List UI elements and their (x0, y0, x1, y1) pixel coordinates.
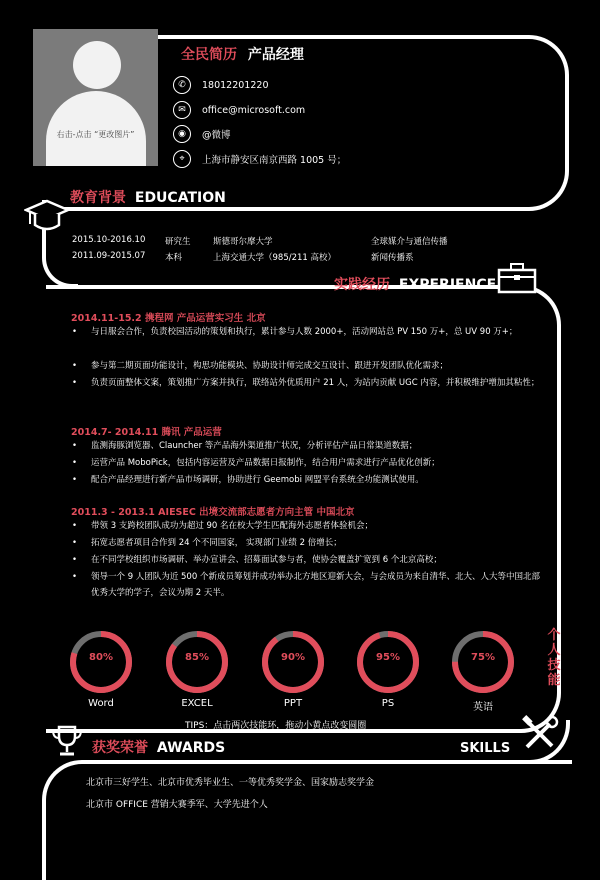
list-item: • 领导一个 9 人团队为近 500 个新成员筹划并成功举办北方地区迎新大会，与会成员为来自清华、北大、人大等中国北部优秀大学的学子，会议为期 2 天半。 (72, 572, 540, 598)
skill-label: EXCEL (181, 698, 213, 709)
list-item: • 拓宽志愿者项目合作到 24 个不同国家， 实现部门业绩 2 倍增长； (72, 538, 342, 548)
briefcase-icon (497, 262, 537, 294)
role-title: 产品经理 (247, 47, 304, 63)
skills-heading-cn: 个人技能 (547, 628, 561, 688)
education-row (72, 235, 448, 247)
awards-heading-en: AWARDS (156, 740, 226, 756)
avatar-head (73, 41, 121, 89)
skill-label: Word (88, 698, 114, 709)
contact-address (173, 149, 346, 169)
edu-school: 上海交通大学（985/211 高校） (213, 253, 337, 263)
list-item: • 负责页面整体文案，策划推广方案并执行，联络站外优质用户 21 人，为站内贡献 UGC 内容，并积极维护增加其粘性； (72, 378, 540, 388)
phone-text: 18012201220 (202, 79, 269, 91)
award-line: 北京市三好学生、北京市优秀毕业生、一等优秀奖学金、国家励志奖学金 (86, 778, 375, 788)
graduation-cap-icon (24, 198, 70, 236)
phone-icon: ✆ (173, 76, 191, 94)
skill-gauge[interactable] (356, 630, 420, 709)
skill-percent: 95% (376, 652, 400, 663)
edu-degree: 本科 (165, 253, 183, 263)
list-item: • 与日服会合作，负责校园活动的策划和执行，累计参与人数 2000+，活动网站总 PV 150 万+，总 UV 90 万+； (72, 327, 518, 337)
job-title: 2014.11-15.2 携程网 产品运营实习生 北京 (71, 313, 266, 324)
edu-date: 2015.10-2016.10 (72, 235, 146, 245)
tools-icon (520, 714, 560, 754)
awards-heading-cn: 获奖荣誉 (92, 740, 148, 756)
trophy-icon (50, 724, 84, 758)
skill-percent: 85% (185, 652, 209, 663)
edu-school: 斯德哥尔摩大学 (213, 237, 273, 247)
list-item: • 带领 3 支跨校团队成功为超过 90 名在校大学生匹配海外志愿者体验机会； (72, 521, 374, 531)
weibo-text: @微博 (202, 130, 231, 141)
skill-percent: 80% (89, 652, 113, 663)
list-item: • 在不同学校组织市场调研、举办宣讲会、招募面试参与者，使协会覆盖扩宽到 6 个北京高校； (72, 555, 442, 565)
education-row (72, 251, 414, 263)
address-text: 上海市静安区南京西路 1005 号； (202, 155, 347, 166)
mail-icon: ✉ (173, 101, 191, 119)
photo-caption: 右击-点击 “更改图片” (56, 130, 135, 139)
list-item: • 参与第二期页面功能设计，构思功能模块、协助设计师完成交互设计、跟进开发团队优化需求； (72, 361, 449, 371)
edu-major: 新闻传播系 (371, 253, 414, 263)
skill-percent: 75% (471, 652, 495, 663)
skills-tips: TIPS：点击两次技能环，拖动小黄点改变圆圈 (185, 721, 367, 731)
experience-heading-en: EXPERIENCE (398, 277, 497, 293)
location-icon: ⌖ (173, 150, 191, 168)
skill-gauge[interactable] (69, 630, 133, 709)
edu-degree: 研究生 (165, 237, 191, 247)
list-item: • 配合产品经理进行新产品市场调研，协助进行 Geemobi 网盟平台系统全功能测试使用。 (72, 475, 424, 485)
list-item: • 监测海豚浏览器、Clauncher 等产品海外渠道推广状况，分析评估产品日常渠道数据； (72, 441, 418, 451)
page-title (181, 44, 304, 64)
email-text: office@microsoft.com (202, 104, 306, 116)
weibo-icon: ◉ (173, 125, 191, 143)
skill-label: PPT (283, 698, 303, 709)
contact-email (173, 100, 305, 120)
education-heading (70, 187, 226, 207)
awards-heading (92, 737, 225, 757)
skill-label: PS (381, 698, 395, 709)
skills-heading-en: SKILLS (460, 741, 511, 756)
skill-gauge[interactable] (165, 630, 229, 709)
skill-label: 英语 (473, 702, 493, 713)
skill-gauge[interactable] (451, 630, 515, 713)
brand-name: 全民简历 (181, 47, 237, 63)
education-heading-cn: 教育背景 (70, 190, 126, 206)
contact-phone (173, 75, 269, 95)
skill-gauge[interactable] (261, 630, 325, 709)
experience-heading (334, 274, 496, 294)
award-line: 北京市 OFFICE 营销大赛季军、大学先进个人 (86, 800, 268, 810)
experience-heading-cn: 实践经历 (334, 277, 390, 293)
profile-photo[interactable] (33, 29, 158, 166)
job-title: 2014.7- 2014.11 腾讯 产品运营 (71, 427, 222, 438)
edu-date: 2011.09-2015.07 (72, 251, 146, 261)
job-title: 2011.3 - 2013.1 AIESEC 出境交流部志愿者方向主管 中国北京 (71, 507, 355, 518)
edu-major: 全球媒介与通信传播 (371, 237, 448, 247)
skill-percent: 90% (281, 652, 305, 663)
list-item: • 运营产品 MoboPick，包括内容运营及产品数据日报制作，结合用户需求进行产品优化创新； (72, 458, 440, 468)
education-heading-en: EDUCATION (134, 190, 226, 206)
contact-weibo (173, 124, 231, 144)
